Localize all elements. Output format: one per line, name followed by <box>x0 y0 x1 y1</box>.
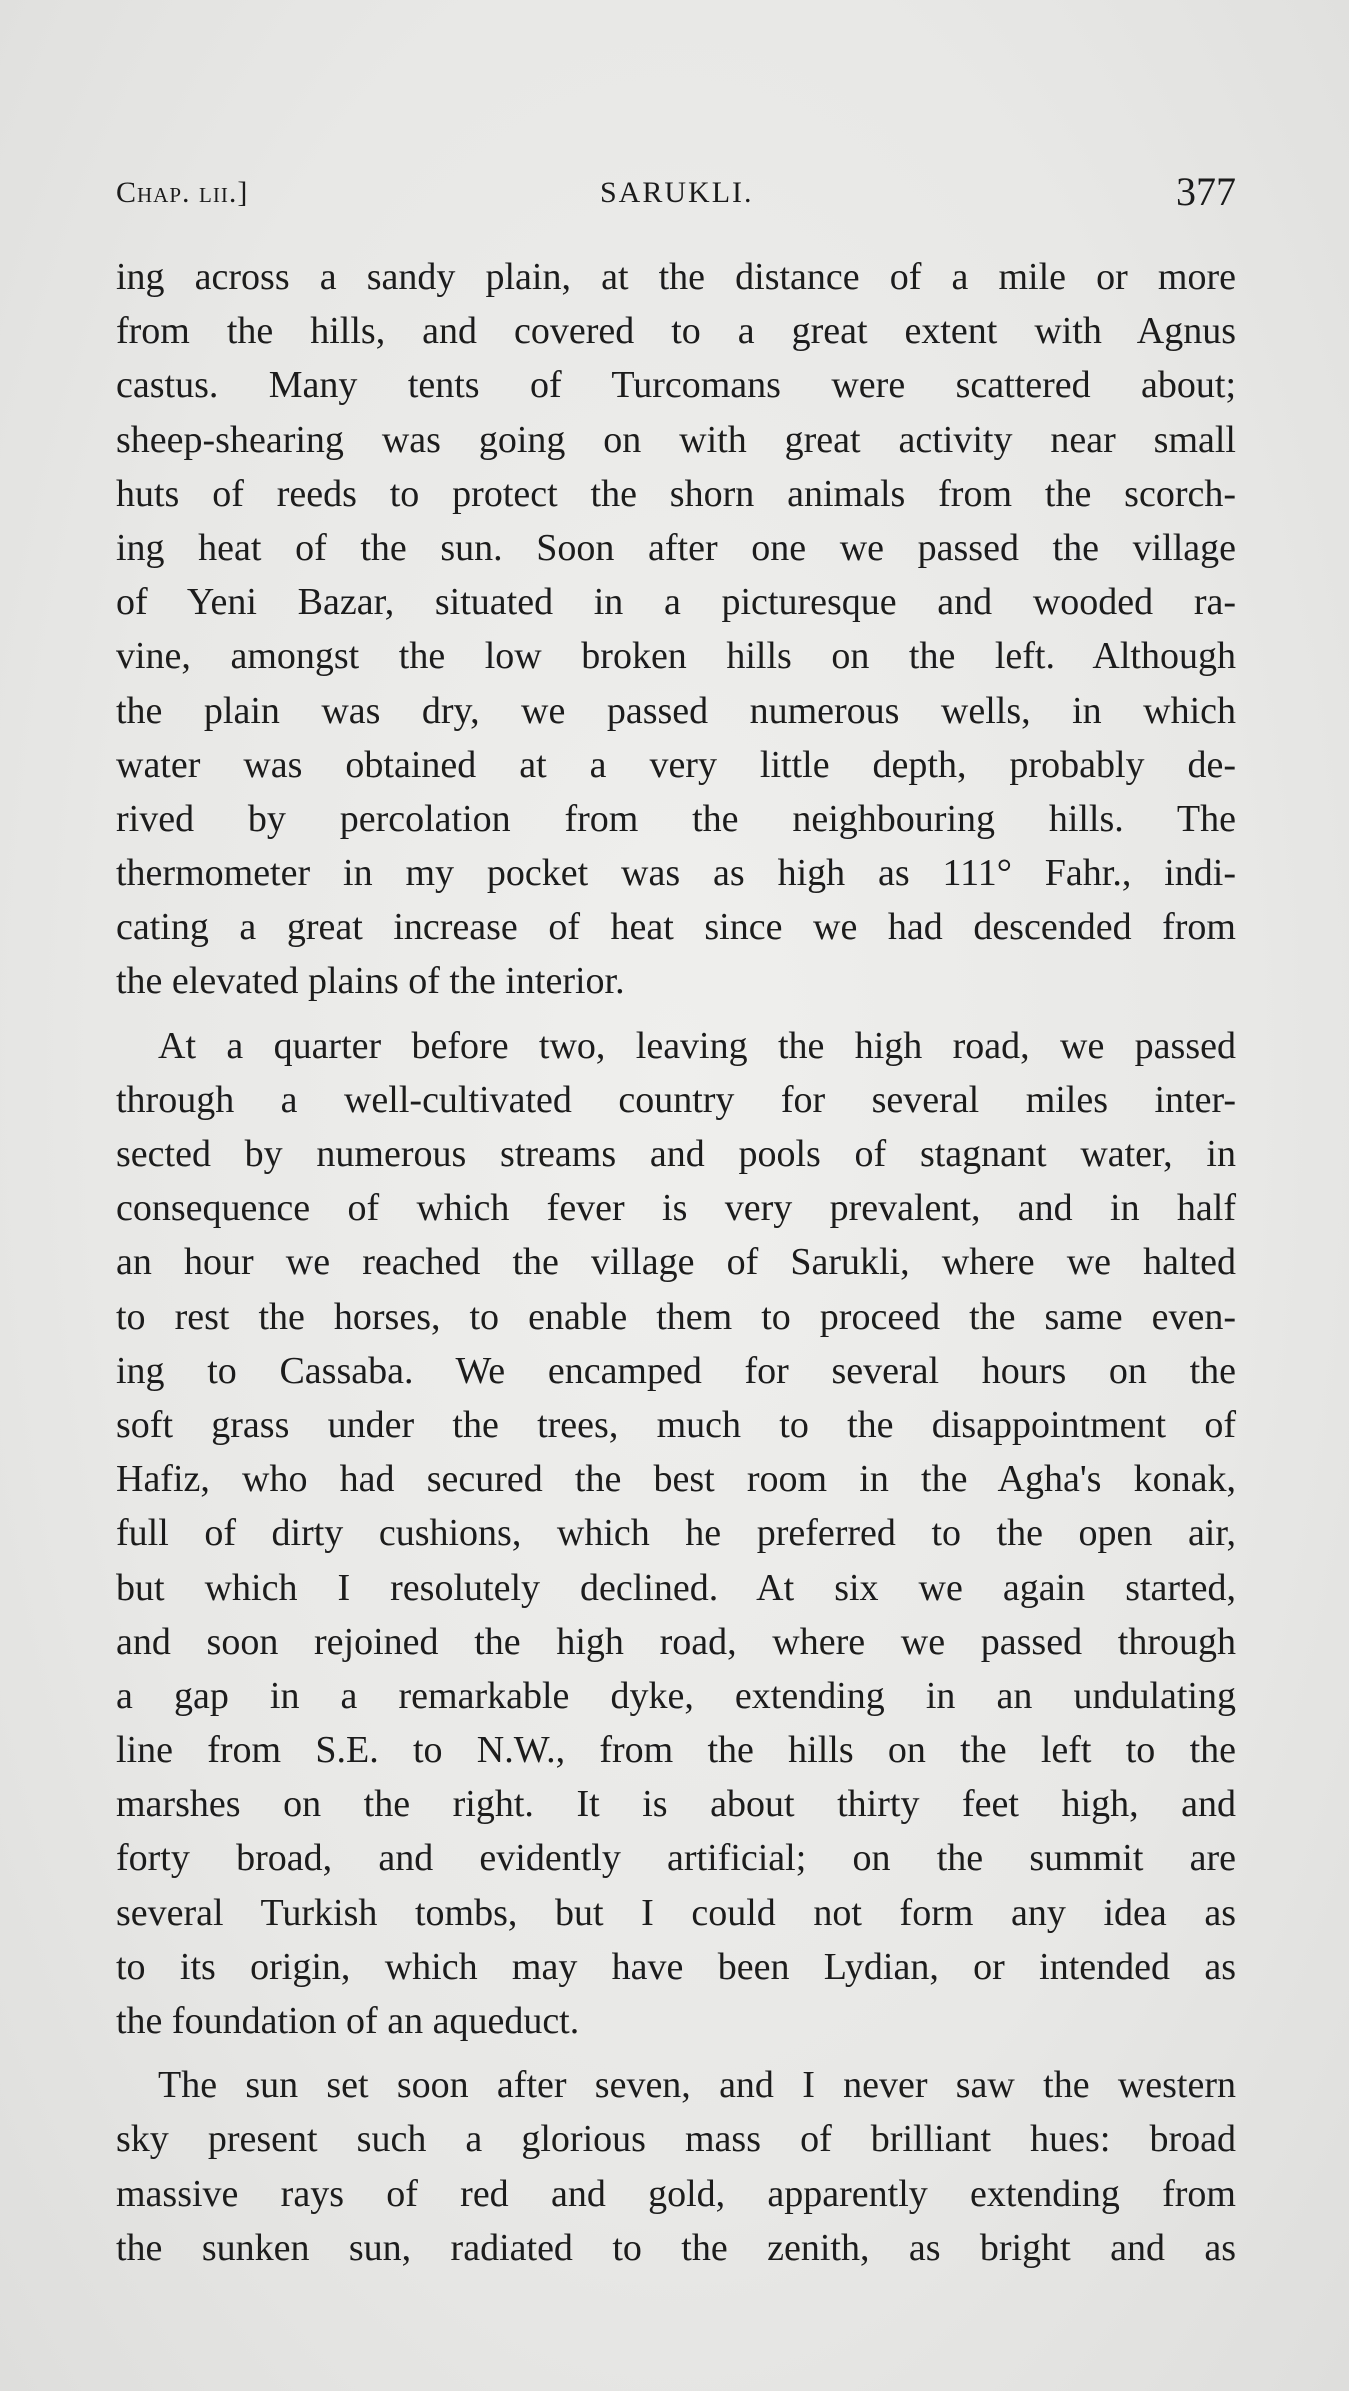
text-line: vine, amongst the low broken hills on the left. Although <box>116 635 1236 678</box>
text-line: soft grass under the trees, much to the disappointment of <box>116 1403 1236 1446</box>
text-line: a gap in a remarkable dyke, extending in an undulating <box>116 1674 1236 1717</box>
text-line: the plain was dry, we passed numerous wells, in which <box>116 689 1236 732</box>
text-line: huts of reeds to protect the shorn animals from the scorch- <box>116 472 1236 515</box>
text-line: from the hills, and covered to a great extent with Agnus <box>116 310 1236 353</box>
text-line: sky present such a glorious mass of brilliant hues: broad <box>116 2118 1236 2161</box>
text-line: water was obtained at a very little depth, probably de- <box>116 743 1236 786</box>
text-line: rived by percolation from the neighbouring hills. The <box>116 797 1236 840</box>
paragraph <box>116 1019 1236 2049</box>
text-line: sheep-shearing was going on with great activity near small <box>116 418 1236 461</box>
page-header <box>116 168 1236 218</box>
chapter-reference: Chap. lii.] <box>116 176 249 209</box>
text-line: but which I resolutely declined. At six we again started, <box>116 1566 1236 1609</box>
text-line: sected by numerous streams and pools of stagnant water, in <box>116 1133 1236 1175</box>
paragraph <box>116 2058 1236 2275</box>
text-line: of Yeni Bazar, situated in a picturesque and wooded ra- <box>116 581 1236 624</box>
text-line: to its origin, which may have been Lydian, or intended as <box>116 1945 1236 1988</box>
text-line: full of dirty cushions, which he preferred to the open air, <box>116 1512 1236 1555</box>
page-number: 377 <box>1176 169 1236 214</box>
text-line: line from S.E. to N.W., from the hills on the left to the <box>116 1729 1236 1772</box>
text-line: The sun set soon after seven, and I never saw the western <box>158 2064 1236 2107</box>
text-line: ing across a sandy plain, at the distance of a mile or more <box>116 256 1236 298</box>
text-line: through a well-cultivated country for several miles inter- <box>116 1078 1236 1121</box>
text-line: At a quarter before two, leaving the high road, we passed <box>158 1024 1236 1067</box>
text-line: ing to Cassaba. We encamped for several hours on the <box>116 1349 1236 1392</box>
text-line: cating a great increase of heat since we had descended from <box>116 906 1236 949</box>
text-line: castus. Many tents of Turcomans were scattered about; <box>116 364 1236 407</box>
text-line: to rest the horses, to enable them to proceed the same even- <box>116 1295 1236 1338</box>
text-line: massive rays of red and gold, apparently extending from <box>116 2172 1236 2215</box>
text-line: Hafiz, who had secured the best room in the Agha's konak, <box>116 1458 1236 1501</box>
text-line: the foundation of an aqueduct. <box>116 2000 580 2042</box>
paragraph <box>116 250 1236 1009</box>
text-line: an hour we reached the village of Sarukli, where we halted <box>116 1241 1236 1284</box>
running-title: SARUKLI. <box>600 176 754 209</box>
text-line: the elevated plains of the interior. <box>116 960 625 1003</box>
text-line: consequence of which fever is very prevalent, and in half <box>116 1187 1236 1230</box>
text-line: several Turkish tombs, but I could not form any idea as <box>116 1891 1236 1934</box>
text-line: forty broad, and evidently artificial; on the summit are <box>116 1837 1236 1880</box>
body-text <box>116 250 1236 2275</box>
text-line: ing heat of the sun. Soon after one we passed the village <box>116 526 1236 569</box>
text-line: thermometer in my pocket was as high as 111° Fahr., indi- <box>116 852 1236 895</box>
text-line: and soon rejoined the high road, where we passed through <box>116 1620 1236 1663</box>
text-line: marshes on the right. It is about thirty feet high, and <box>116 1783 1236 1826</box>
text-line: the sunken sun, radiated to the zenith, as bright and as <box>116 2226 1236 2269</box>
